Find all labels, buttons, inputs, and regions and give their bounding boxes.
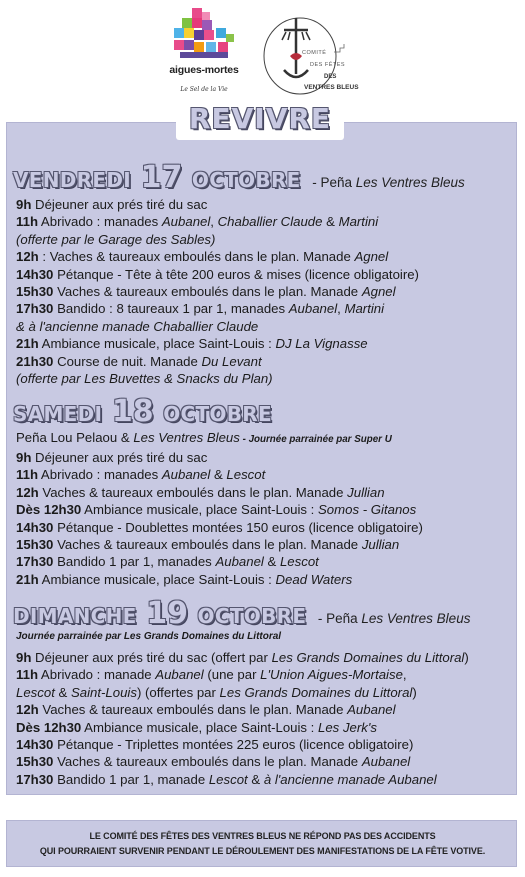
schedule-line: 11h Abrivado : manades Aubanel & Lescot [16, 467, 266, 483]
day-month: OCTOBRE [197, 604, 307, 628]
comite-line2: DES FÊTES [310, 62, 346, 68]
schedule-line: 21h Ambiance musicale, place Saint-Louis : Dead Waters [16, 571, 353, 587]
day-month: OCTOBRE [163, 402, 272, 426]
schedule-line: 15h30 Vaches & taureaux emboulés dans le plan. Manade Aubanel [16, 754, 411, 770]
schedule-line: 21h Ambiance musicale, place Saint-Louis : DJ La Vignasse [16, 336, 368, 352]
day-number: 18 [111, 394, 154, 429]
day-number: 19 [146, 596, 188, 631]
day-name: DIMANCHE [13, 604, 137, 628]
schedule-line: 17h30 Bandido 1 par 1, manades Aubanel & Lescot [16, 554, 319, 570]
schedule-line: 9h Déjeuner aux prés tiré du sac [16, 197, 208, 212]
day-heading-friday [13, 160, 465, 195]
title-box [176, 100, 344, 140]
schedule-line: & à l'ancienne manade Chaballier Claude [16, 318, 259, 334]
disclaimer-line-2: QUI POURRAIENT SURVENIR PENDANT LE DÉROULEMENT DES MANIFESTATIONS DE LA FÊTE VOTIVE. [39, 846, 486, 856]
schedule-line: 11h Abrivado : manades Aubanel, Chaballier Claude & Martini [16, 214, 379, 230]
aigues-mortes-logo [168, 8, 240, 104]
pena-label: - Peña Les Ventres Bleus [312, 175, 465, 190]
aigues-mortes-tagline: Le Sel de la Vie [180, 86, 228, 93]
aigues-mortes-name: aigues-mortes [169, 64, 239, 76]
pena-label: - Peña Les Ventres Bleus [317, 611, 471, 626]
schedule-line: 9h Déjeuner aux prés tiré du sac [16, 450, 208, 465]
schedule-line: 17h30 Bandido : 8 taureaux 1 par 1, manades Aubanel, Martini [16, 301, 385, 317]
comite-line4: VENTRES BLEUS [304, 84, 359, 91]
comite-des-fetes-logo [260, 12, 372, 96]
day-month: OCTOBRE [191, 168, 301, 192]
page-title: REVIVRE [188, 102, 332, 135]
day-name: SAMEDI [13, 402, 103, 426]
schedule-line: 12h Vaches & taureaux emboulés dans le plan. Manade Jullian [16, 484, 385, 500]
schedule-line: Dès 12h30 Ambiance musicale, place Saint-Louis : Somos - Gitanos [16, 502, 417, 518]
schedule-line: 12h : Vaches & taureaux emboulés dans le plan. Manade Agnel [16, 249, 389, 265]
schedule-line: (offerte par le Garage des Sables) [16, 231, 216, 247]
disclaimer-line-1: LE COMITÉ DES FÊTES DES VENTRES BLEUS NE RÉPOND PAS DES ACCIDENTS [89, 831, 436, 841]
comite-line1: COMITÉ [302, 50, 327, 56]
schedule-line: 11h Abrivado : manade Aubanel (une par L'Union Aigues-Mortaise, [16, 667, 407, 683]
schedule-line: 14h30 Pétanque - Tête à tête 200 euros & mises (licence obligatoire) [16, 266, 419, 282]
pena-line-saturday: Peña Lou Pelaou & Les Ventres Bleus - Journée parrainée par Super U [16, 430, 392, 445]
schedule-line: Lescot & Saint-Louis) (offertes par Les Grands Domaines du Littoral) [16, 684, 417, 700]
day-heading-saturday [13, 394, 272, 429]
schedule-line: 14h30 Pétanque - Doublettes montées 150 euros (licence obligatoire) [16, 519, 423, 535]
schedule-line: 9h Déjeuner aux prés tiré du sac (offert par Les Grands Domaines du Littoral) [16, 650, 469, 665]
day-name: VENDREDI [13, 168, 131, 192]
schedule-line: 17h30 Bandido 1 par 1, manade Lescot & à l'ancienne manade Aubanel [16, 771, 437, 787]
sponsor-line-sunday: Journée parrainée par Les Grands Domaines du Littoral [16, 631, 282, 642]
schedule-line: (offerte par Les Buvettes & Snacks du Plan) [16, 371, 273, 386]
pixel-blocks-icon [174, 8, 234, 60]
schedule-line: 21h30 Course de nuit. Manade Du Levant [16, 353, 262, 369]
schedule-line: 15h30 Vaches & taureaux emboulés dans le plan. Manade Agnel [16, 284, 396, 299]
schedule-line: Dès 12h30 Ambiance musicale, place Saint-Louis : Les Jerk's [16, 719, 377, 735]
comite-line3: DES [324, 74, 337, 80]
disclaimer-box [6, 820, 517, 867]
schedule-line: 15h30 Vaches & taureaux emboulés dans le plan. Manade Jullian [16, 537, 400, 552]
schedule-line: 12h Vaches & taureaux emboulés dans le plan. Manade Aubanel [16, 702, 396, 718]
day-heading-sunday [13, 596, 470, 631]
day-number: 17 [140, 160, 183, 195]
schedule-line: 14h30 Pétanque - Triplettes montées 225 euros (licence obligatoire) [16, 737, 414, 752]
